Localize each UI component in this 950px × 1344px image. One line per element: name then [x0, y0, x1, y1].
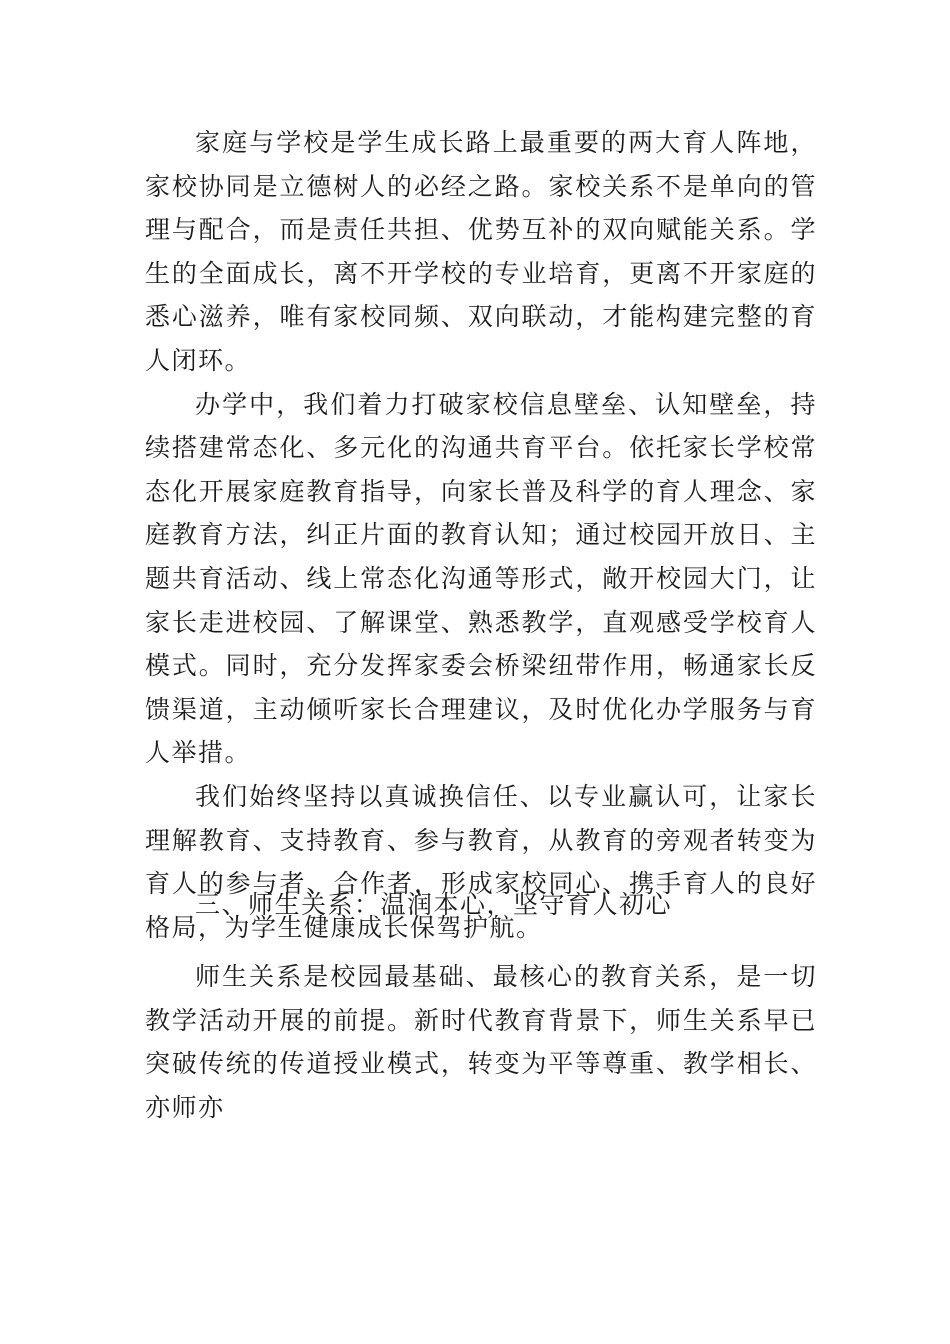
paragraph-teacher-student: 师生关系是校园最基础、最核心的教育关系，是一切教学活动开展的前提。新时代教育背景下，师生关系早已突破传统的传道授业模式，转变为平等尊重、教学相长、亦师亦 [145, 962, 817, 1122]
body-text-top [145, 121, 817, 949]
section-heading-block [145, 883, 817, 927]
paragraph-trust-cooperation: 我们始终坚持以真诚换信任、以专业赢认可，让家长理解教育、支持教育、参与教育，从教育的旁观者转变为育人的参与者、合作者，形成家校同心、携手育人的良好格局，为学生健康成长保驾护航。 [145, 781, 817, 942]
section-heading: 三、师生关系：温润本心，坚守育人初心 [195, 890, 673, 919]
paragraph-communication-platform: 办学中，我们着力打破家校信息壁垒、认知壁垒，持续搭建常态化、多元化的沟通共育平台。依托家长学校常态化开展家庭教育指导，向家长普及科学的育人理念、家庭教育方法，纠正片面的教育认知；通过校园开放日、主题共育活动、线上常态化沟通等形式，敞开校园大门，让家长走进校园、了解课堂、熟悉教学，直观感受学校育人模式。同时，充分发挥家委会桥梁纽带作用，畅通家长反馈渠道，主动倾听家长合理建议，及时优化办学服务与育人举措。 [145, 389, 817, 768]
paragraph-family-school: 家庭与学校是学生成长路上最重要的两大育人阵地，家校协同是立德树人的必经之路。家校关系不是单向的管理与配合，而是责任共担、优势互补的双向赋能关系。学生的全面成长，离不开学校的专业培育，更离不开家庭的悉心滋养，唯有家校同频、双向联动，才能构建完整的育人闭环。 [145, 128, 817, 375]
body-text-bottom [145, 955, 817, 1129]
